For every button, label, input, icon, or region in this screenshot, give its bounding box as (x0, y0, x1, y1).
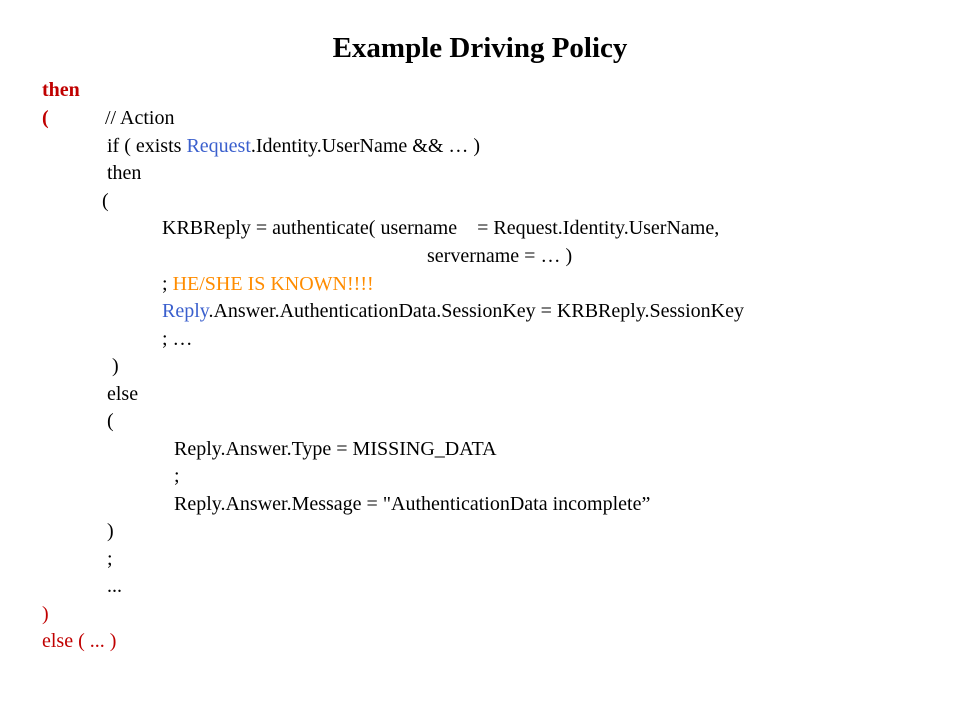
code-line-answer-message: Reply.Answer.Message = "AuthenticationData incomplete” (174, 493, 651, 515)
code-text: .Answer.AuthenticationData.SessionKey = KRBReply.SessionKey (208, 300, 744, 322)
code-line-final-else: else ( ... ) (42, 630, 117, 652)
code-line-answer-type: Reply.Answer.Type = MISSING_DATA (174, 438, 497, 460)
code-line-authenticate: KRBReply = authenticate( username = Request.Identity.UserName, (162, 217, 720, 239)
code-line-open-paren: ( (42, 107, 49, 129)
code-line-inner-close-paren: ) (112, 355, 119, 377)
code-line-semicolon-ellipsis: ; … (162, 328, 193, 350)
code-line-close-paren: ) (42, 603, 49, 625)
code-text: if ( exists (107, 135, 187, 157)
code-line-inner-then: then (107, 162, 142, 184)
code-object-request: Request (186, 135, 251, 157)
code-line-semicolon-2: ; (107, 548, 113, 570)
code-line-ellipsis: ... (107, 575, 122, 597)
code-line-known (162, 272, 374, 296)
code-text: .Identity.UserName && … ) (250, 135, 481, 157)
code-line-else-open-paren: ( (107, 410, 114, 432)
code-text: ; (162, 273, 173, 295)
code-line-if (107, 134, 480, 158)
code-line-else: else (107, 383, 139, 405)
code-line-servername: servername = … ) (427, 245, 573, 267)
code-line-sessionkey (162, 299, 744, 323)
code-comment-action: // Action (105, 107, 175, 129)
code-line-then-keyword: then (42, 79, 80, 101)
code-object-reply: Reply (162, 300, 209, 322)
code-note-known: HE/SHE IS KNOWN!!!! (172, 273, 374, 295)
code-line-else-close-paren: ) (107, 520, 114, 542)
code-line-semicolon: ; (174, 465, 180, 487)
page-title: Example Driving Policy (332, 32, 628, 64)
code-line-inner-open-paren: ( (102, 190, 109, 212)
